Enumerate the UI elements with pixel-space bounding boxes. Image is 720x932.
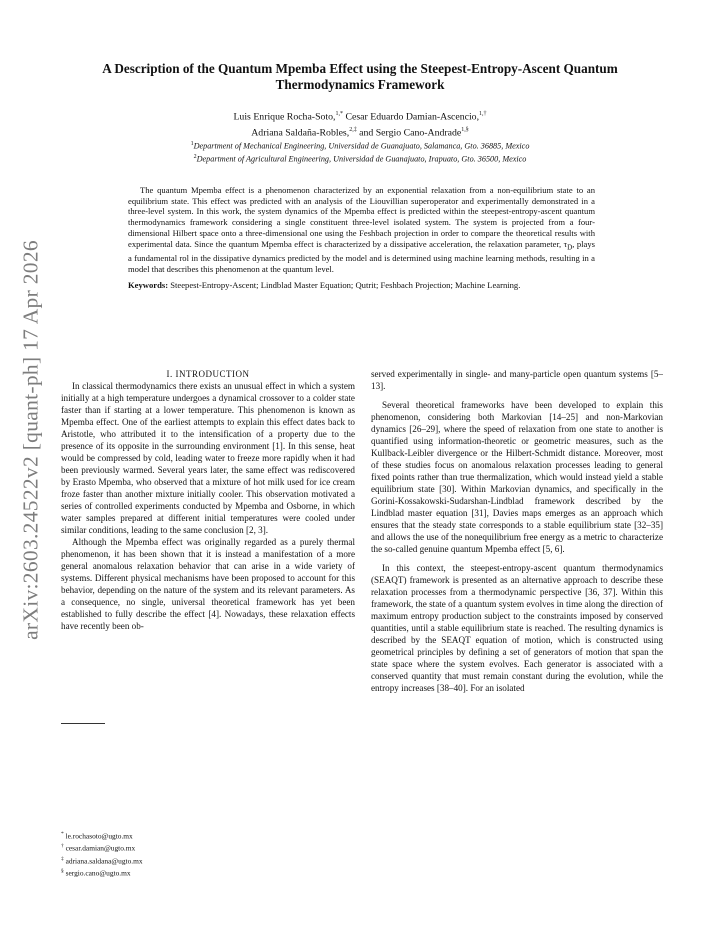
keywords — [128, 280, 595, 291]
author-line: Luis Enrique Rocha-Soto,$^{1,*}$ Cesar Eduardo Damian-Ascencio,$^{1,\dagger}$ — [233, 111, 487, 123]
paper-title: A Description of the Quantum Mpemba Effect using the Steepest-Entropy-Ascent Quantum Thermodynamics Framework — [102, 61, 618, 92]
right-column — [371, 368, 663, 694]
arxiv-identifier: arXiv:2603.24522v2 [quant-ph] 17 Apr 2026 — [18, 240, 43, 640]
footnote-email: † cesar.damian@ugto.mx — [61, 843, 136, 853]
paragraph: served experimentally in single- and many-particle open quantum systems [5–13]. — [371, 369, 663, 391]
paragraph: Several theoretical frameworks have been developed to explain this phenomenon, considering both Markovian [14–25] and non-Markovian dynamics [26–29], where the speed of relaxation from one state to another is quantified using information-theoretic or geometric measures, such as the Kullback-Leibler divergence or the Hilbert-Schmidt distance. Moreover, most of these studies focus on anomalous relaxation processes leading to general fixed points rather than true thermalization, which would instead yield a stable equilibrium state [30]. Within Markovian dynamics, and specifically in the Gorini-Kossakowski-Sudarshan-Lindblad framework described by the Lindblad master equation [31], Davies maps emerges as an approach which ensures that the steady state corresponds to a stable equilibrium state [32–35] and allows the use of the nonequilibrium free energy as a metric to characterize the so-called genuine quantum Mpemba effect [5, 6]. — [371, 400, 663, 554]
footnote-email: § sergio.cano@ugto.mx — [61, 868, 131, 878]
footnotes — [61, 829, 355, 879]
author-line: Adriana Saldaña-Robles,$^{2,\ddagger}$ and Sergio Cano-Andrade$^{1,\S}$ — [251, 126, 469, 139]
affiliation: $^2$Department of Agricultural Engineering, Universidad de Guanajuato, Irapuato, Gto. 36500, Mexico — [193, 153, 527, 164]
footnote-email: ‡ adriana.saldana@ugto.mx — [61, 855, 143, 866]
paragraph: Although the Mpemba effect was originally regarded as a purely thermal phenomenon, it has been shown that it is instead a manifestation of a more general anomalous relaxation behavior that can arise in a wide variety of systems. Different physical mechanisms have been proposed to account for this behavior, depending on the nature of the system and its relevant parameters. As a consequence, no single, universal theoretical framework has yet been established to fully describe the effect [4]. Nowadays, these relaxation effects have recently been ob- — [61, 537, 355, 631]
left-column — [61, 368, 355, 632]
footnote-email: * le.rochasoto@ugto.mx — [61, 831, 133, 841]
keywords-label: Keywords: — [128, 280, 169, 291]
section-heading: I. INTRODUCTION — [166, 369, 250, 379]
affiliation: $^1$Department of Mechanical Engineering, Universidad de Guanajuato, Salamanca, Gto. 36885, Mexico — [190, 141, 530, 151]
author-list — [60, 108, 660, 140]
abstract-text: The quantum Mpemba effect is a phenomenon characterized by an exponential relaxation from a non-equilibrium state to an equilibrium state. This effect was predicted with an analysis of the Liouvillian superoperator and experimentally demonstrated in a three-level system. In this work, the system dynamics of the Mpemba effect is predicted within the steepest-entropy-ascent quantum thermodynamics framework considering a single constituent three-level isolated system. The system is projected from a four-dimensional Hilbert space onto a three-dimensional one using the Feshbach projection in order to compare the theoretical results with experimental data. Since the quantum Mpemba effect is characterized by a dissipative acceleration, the relaxation parameter, $\tau_D$, plays a fundamental rol in the dissipative dynamics predicted by the model and is determined using machine learning methods, resulting in a model that describes this phenomenon at the quantum level. — [128, 185, 595, 274]
footnote-rule — [61, 723, 105, 724]
keywords-list: Steepest-Entropy-Ascent; Lindblad Master Equation; Qutrit; Feshbach Projection; Machine Learning. — [168, 280, 521, 291]
abstract — [128, 185, 595, 291]
affiliations — [60, 139, 660, 164]
paragraph: In this context, the steepest-entropy-ascent quantum thermodynamics (SEAQT) framework is presented as an alternative approach to describe these relaxation processes from a thermodynamic perspective [36, 37]. Within this framework, the state of a quantum system evolves in time along the direction of maximum entropy production subject to the constraints imposed by conserved quantities, until a stable equilibrium state is reached. The resulting dynamics is described by the SEAQT equation of motion, which is constructed using geometrical principles by defining a set of generators of motion that span the state space where the system evolves. Each generator is associated with a conserved quantity that must remain constant during the evolution, while the entropy increases [38–40]. For an isolated — [371, 563, 663, 693]
paragraph: In classical thermodynamics there exists an unusual effect in which a system initially at a high temperature undergoes a dynamical crossover to a colder state faster than if starting at a lower temperature. This phenomenon is known as Mpemba effect. One of the earliest attempts to explain this effect dates back to Aristotle, who attributed it to the intensification of a property due to the presence of its opposite in the surrounding environment [1]. In this sense, heat would be compressed by cold, leading water to freeze more rapidly when it had been previously warmed. Several years later, the same effect was rediscovered by Erasto Mpemba, who observed that a mixture of hot milk used for ice cream froze faster than another mixture initially cooler. This observation motivated a series of controlled experiments conducted by Mpemba and Osborne, in which water samples prepared at different initial temperatures were cooled under similar conditions, leading to the same conclusion [2, 3]. — [61, 381, 355, 535]
